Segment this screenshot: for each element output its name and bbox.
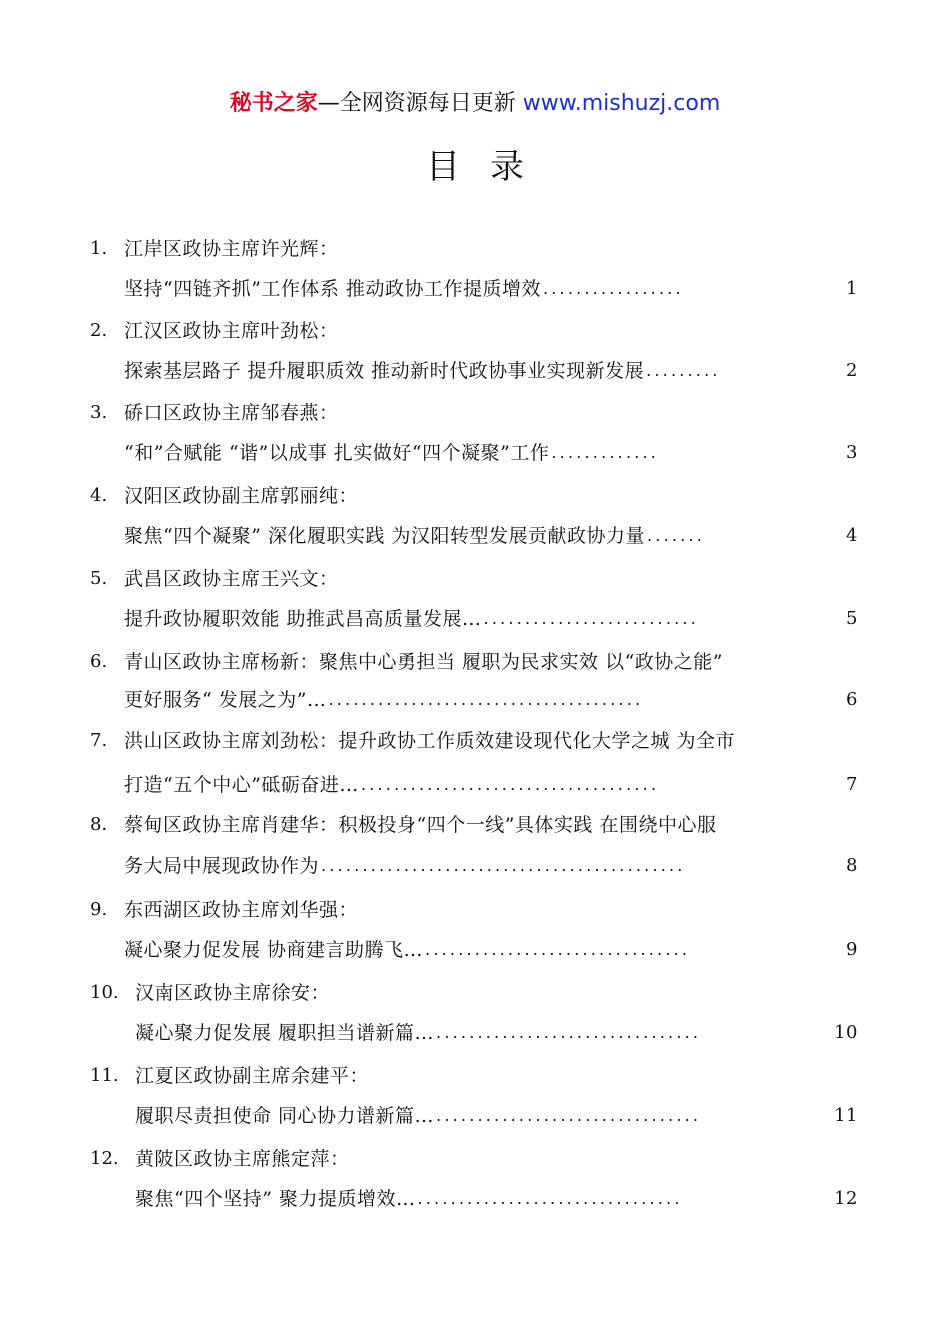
toc-entry-title-text: “和”合赋能 “谐”以成事 扎实做好“四个凝聚”工作	[124, 442, 550, 464]
toc-entry-title[interactable]	[124, 521, 858, 551]
toc-leader-dots: .......	[647, 526, 706, 545]
toc-page-number: 1	[846, 278, 858, 299]
toc-entry-title-text: 打造“五个中心”砥砺奋进…	[124, 774, 359, 796]
brand-name: 秘书之家	[229, 91, 318, 116]
toc-page-number: 2	[846, 360, 858, 381]
toc-entry-title[interactable]	[124, 685, 858, 715]
toc-entry-title[interactable]	[124, 851, 858, 881]
toc-entry-number: 1.	[90, 238, 108, 259]
toc-entry-heading[interactable]: 江汉区政协主席叶劲松：	[124, 320, 339, 342]
toc-entry-heading[interactable]: 东西湖区政协主席刘华强：	[124, 899, 359, 921]
toc-page-number: 3	[846, 442, 858, 463]
toc-entry-title-text: 聚焦“四个凝聚” 深化履职实践 为汉阳转型发展贡献政协力量	[124, 525, 646, 547]
toc-entry-number: 9.	[90, 899, 108, 920]
toc-entry-title[interactable]	[124, 770, 858, 800]
toc-page-number: 7	[846, 774, 858, 795]
toc-page-number: 5	[846, 608, 858, 629]
toc-entry-title[interactable]	[135, 1018, 858, 1048]
toc-page-number: 6	[846, 689, 858, 710]
toc-entry-title-text: 更好服务“ 发展之为”…	[124, 689, 327, 711]
header-slogan: —全网资源每日更新	[317, 91, 523, 116]
toc-entry-title-text: 履职尽责担使命 同心协力谱新篇…	[135, 1105, 435, 1127]
toc-entry-title-text: 聚焦“四个坚持” 聚力提质增效…	[135, 1188, 416, 1210]
toc-leader-dots: .............	[551, 443, 660, 462]
toc-entry-number: 7.	[90, 730, 108, 751]
toc-entry-title-text: 探索基层路子 提升履职质效 推动新时代政协事业实现新发展	[124, 360, 645, 382]
toc-entry-title-text: 坚持“四链齐抓”工作体系 推动政协工作提质增效	[124, 278, 541, 300]
toc-leader-dots: ................................	[436, 1023, 702, 1042]
toc-leader-dots: .................	[542, 279, 684, 298]
toc-page-number: 4	[846, 525, 858, 546]
toc-leader-dots: ................................	[425, 940, 691, 959]
toc-entry-number: 4.	[90, 485, 108, 506]
toc-entry-number: 5.	[90, 568, 108, 589]
toc-entry-number: 2.	[90, 320, 108, 341]
toc-entry-title[interactable]	[135, 1184, 858, 1214]
toc-entry-title[interactable]	[135, 1101, 858, 1131]
site-header	[0, 88, 950, 120]
toc-leader-dots: ............................................	[321, 856, 686, 875]
toc-leader-dots: ................................	[436, 1106, 702, 1125]
toc-entry-title[interactable]	[124, 438, 858, 468]
toc-page-number: 10	[834, 1022, 858, 1043]
toc-leader-dots: ......................................	[328, 690, 644, 709]
toc-entry-title[interactable]	[124, 935, 858, 965]
toc-entry-title[interactable]	[124, 274, 858, 304]
toc-entry-title-text: 务大局中展现政协作为	[124, 855, 320, 877]
toc-entry-number: 10.	[90, 982, 119, 1003]
toc-leader-dots: ................................	[417, 1189, 683, 1208]
toc-page-number: 12	[834, 1188, 858, 1209]
toc-entry-heading[interactable]: 汉阳区政协副主席郭丽纯：	[124, 485, 359, 507]
toc-page-number: 11	[834, 1105, 858, 1126]
site-url-link[interactable]: www.mishuzj.com	[522, 91, 721, 116]
toc-entry-heading[interactable]: 蔡甸区政协主席肖建华：积极投身“四个一线”具体实践 在围绕中心服	[124, 814, 717, 836]
toc-entry-title[interactable]	[124, 604, 858, 634]
toc-entry-heading[interactable]: 青山区政协主席杨新：聚焦中心勇担当 履职为民求实效 以“政协之能”	[124, 651, 724, 673]
toc-leader-dots: ....................................	[360, 775, 660, 794]
toc-entry-heading[interactable]: 江岸区政协主席许光辉：	[124, 238, 339, 260]
toc-entry-title[interactable]	[124, 356, 858, 386]
toc-page-number: 9	[846, 939, 858, 960]
toc-entry-number: 11.	[90, 1065, 119, 1086]
toc-entry-title-text: 提升政协履职效能 助推武昌高质量发展…	[124, 608, 482, 630]
page-title: 目录	[426, 147, 554, 187]
toc-entry-number: 12.	[90, 1148, 119, 1169]
toc-entry-number: 8．	[90, 814, 120, 835]
toc-leader-dots: .........	[646, 361, 721, 380]
toc-entry-heading[interactable]: 江夏区政协副主席余建平：	[135, 1065, 370, 1087]
toc-entry-heading[interactable]: 汉南区政协主席徐安：	[135, 982, 331, 1004]
toc-entry-title-text: 凝心聚力促发展 协商建言助腾飞…	[124, 939, 424, 961]
toc-entry-number: 6.	[90, 651, 108, 672]
toc-entry-heading[interactable]: 硚口区政协主席邹春燕：	[124, 402, 339, 424]
toc-entry-number: 3.	[90, 402, 108, 423]
toc-entry-heading[interactable]: 黄陂区政协主席熊定萍：	[135, 1148, 350, 1170]
toc-leader-dots: ..........................	[483, 609, 699, 628]
toc-page-number: 8	[846, 855, 858, 876]
toc-entry-title-text: 凝心聚力促发展 履职担当谱新篇…	[135, 1022, 435, 1044]
toc-entry-heading[interactable]: 洪山区政协主席刘劲松：提升政协工作质效建设现代化大学之城 为全市	[124, 730, 736, 752]
toc-entry-heading[interactable]: 武昌区政协主席王兴文：	[124, 568, 339, 590]
